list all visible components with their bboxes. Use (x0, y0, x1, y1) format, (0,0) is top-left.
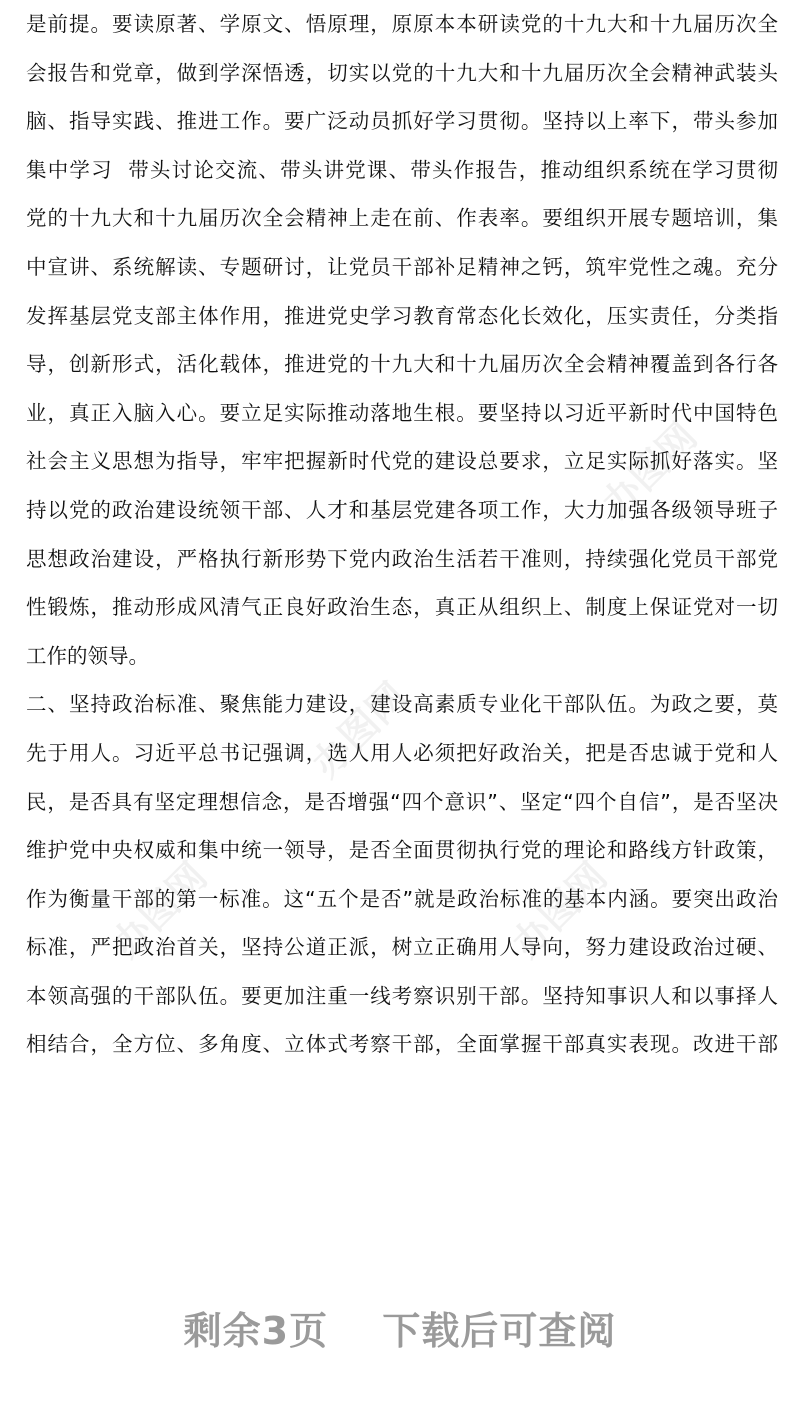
remaining-pages-label: 剩余3页 (183, 1309, 329, 1353)
text-line: 维护党中央权威和集中统一领导，是否全面贯彻执行党的理论和路线方针政策， (26, 838, 778, 863)
download-prompt-banner[interactable] (0, 1300, 800, 1355)
section-heading-line: 二、坚持政治标准、聚焦能力建设，建设高素质专业化干部队伍。为政之要，莫 (26, 692, 778, 717)
text-line: 是前提。要读原著、学原文、悟原理，原原本本研读党的十九大和十九届历次全 (26, 12, 778, 36)
watermark-2: 办图网 (303, 674, 416, 786)
text-line: 先于用人。习近平总书记强调，选人用人必须把好政治关，把是否忠诚于党和人 (26, 740, 778, 765)
text-line: 工作的领导。 (26, 643, 149, 668)
text-line: 性锻炼，推动形成风清气正良好政治生态，真正从组织上、制度上保证党对一切 (26, 595, 778, 620)
text-line: 集中学习 带头讨论交流、带头讲党课、带头作报告，推动组织系统在学习贯彻 (26, 157, 778, 182)
text-line: 社会主义思想为指导，牢牢把握新时代党的建设总要求，立足实际抓好落实。坚 (26, 449, 778, 474)
text-line: 本领高强的干部队伍。要更加注重一线考察识别干部。坚持知事识人和以事择人 (26, 983, 778, 1008)
text-line: 脑、指导实践、推进工作。要广泛动员抓好学习贯彻。坚持以上率下，带头参加 (26, 109, 778, 134)
text-line: 作为衡量干部的第一标准。这“五个是否”就是政治标准的基本内涵。要突出政治 (26, 886, 778, 911)
text-line: 发挥基层党支部主体作用，推进党史学习教育常态化长效化，压实责任，分类指 (26, 303, 778, 328)
text-line: 会报告和党章，做到学深悟透，切实以党的十九大和十九届历次全会精神武装头 (26, 60, 778, 85)
text-line: 相结合，全方位、多角度、立体式考察干部，全面掌握干部真实表现。改进干部 (26, 1032, 778, 1057)
document-body (26, 0, 778, 1069)
watermark-1: 办图网 (593, 414, 706, 526)
text-line: 持以党的政治建设统领干部、人才和基层党建各项工作，大力加强各级领导班子 (26, 497, 778, 522)
text-line: 党的十九大和十九届历次全会精神上走在前、作表率。要组织开展专题培训，集 (26, 206, 778, 231)
text-line: 民，是否具有坚定理想信念，是否增强“四个意识”、坚定“四个自信”，是否坚决 (26, 789, 778, 814)
text-line: 导，创新形式，活化载体，推进党的十九大和十九届历次全会精神覆盖到各行各 (26, 352, 778, 377)
watermark-4: 办图网 (503, 854, 616, 966)
text-line: 中宣讲、系统解读、专题研讨，让党员干部补足精神之钙，筑牢党性之魂。充分 (26, 254, 778, 279)
text-line: 业，真正入脑入心。要立足实际推动落地生根。要坚持以习近平新时代中国特色 (26, 400, 778, 425)
watermark-3: 办图网 (103, 854, 216, 966)
text-line: 标准，严把政治首关，坚持公道正派，树立正确用人导向，努力建设政治过硬、 (26, 935, 778, 960)
text-line: 思想政治建设，严格执行新形势下党内政治生活若干准则，持续强化党员干部党 (26, 546, 778, 571)
download-hint-label: 下载后可查阅 (382, 1309, 617, 1353)
